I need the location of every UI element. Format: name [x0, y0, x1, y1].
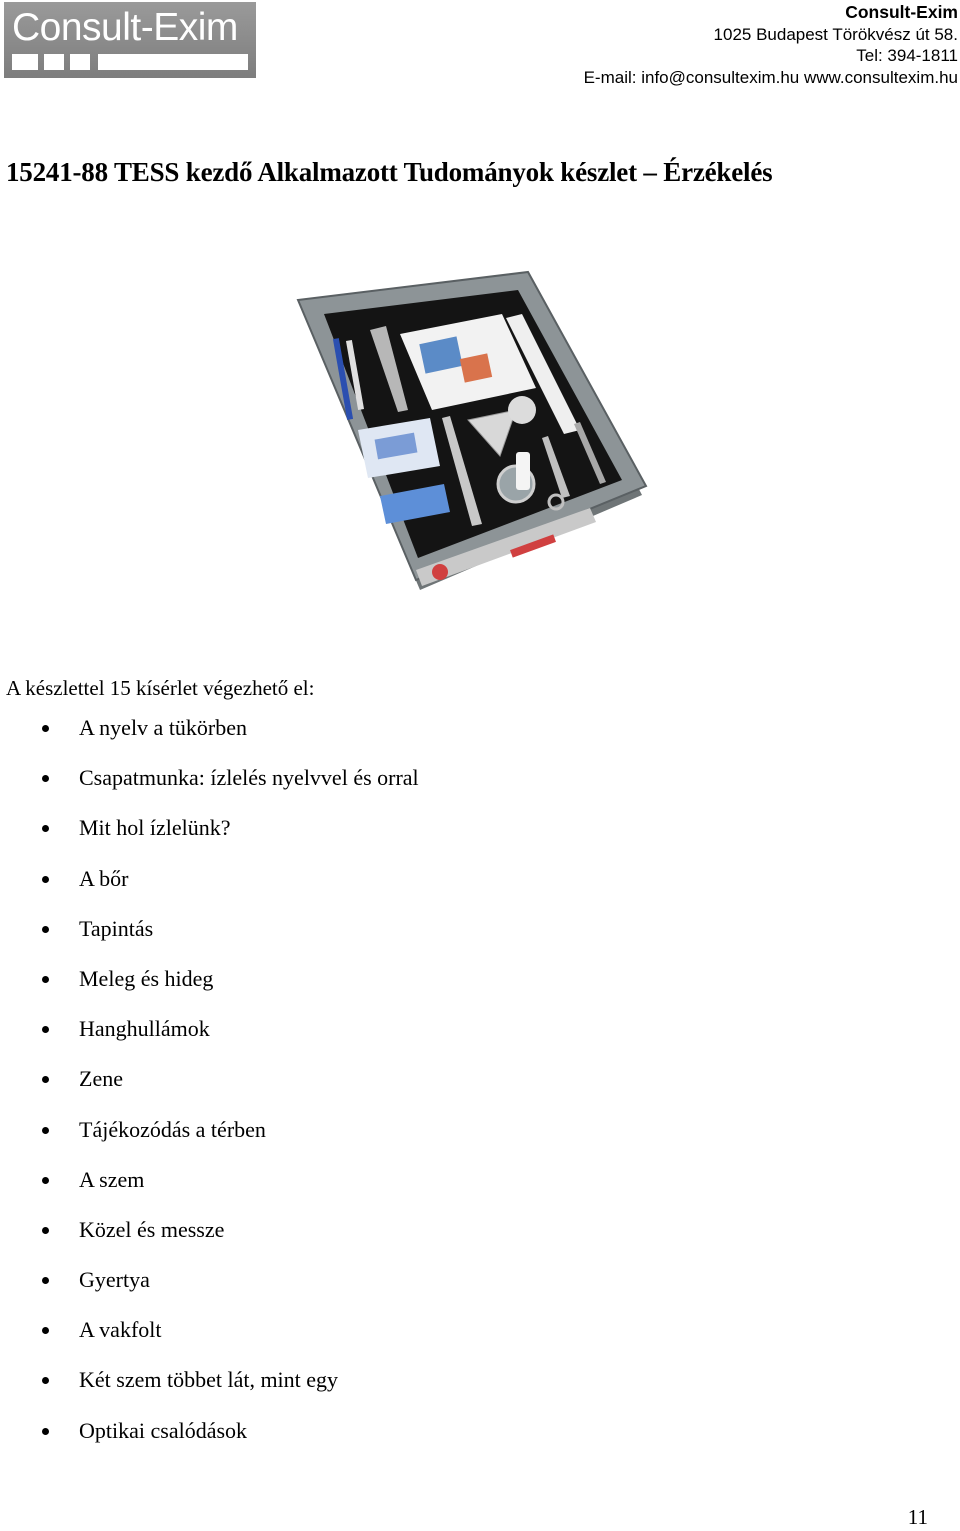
list-item: Tájékozódás a térben	[0, 1112, 419, 1162]
list-item: Optikai csalódások	[0, 1413, 419, 1463]
company-contact: E-mail: info@consultexim.hu www.consultexim.hu	[583, 67, 958, 87]
product-image	[290, 270, 650, 600]
list-item: Meleg és hideg	[0, 961, 419, 1011]
list-item: Gyertya	[0, 1262, 419, 1312]
company-logo	[4, 2, 256, 78]
list-item: A bőr	[0, 861, 419, 911]
list-item: Két szem többet lát, mint egy	[0, 1362, 419, 1412]
company-name: Consult-Exim	[845, 2, 958, 22]
document-title: 15241-88 TESS kezdő Alkalmazott Tudományok készlet – Érzékelés	[6, 157, 773, 187]
list-item: Tapintás	[0, 911, 419, 961]
company-address: 1025 Budapest Törökvész út 58.	[713, 24, 958, 44]
experiment-list	[0, 710, 419, 1463]
list-item: Közel és messze	[0, 1212, 419, 1262]
list-item: Hanghullámok	[0, 1011, 419, 1061]
page-number: 11	[907, 1505, 928, 1529]
list-item: Csapatmunka: ízlelés nyelvvel és orral	[0, 760, 419, 810]
company-info	[584, 2, 958, 88]
intro-text: A készlettel 15 kísérlet végezhető el:	[6, 676, 315, 700]
company-phone: Tel: 394-1811	[856, 46, 958, 65]
list-item: Zene	[0, 1061, 419, 1111]
list-item: A szem	[0, 1162, 419, 1212]
list-item: Mit hol ízlelünk?	[0, 810, 419, 860]
list-item: A nyelv a tükörben	[0, 710, 419, 760]
list-item: A vakfolt	[0, 1312, 419, 1362]
logo-text: Consult-Exim	[12, 6, 238, 49]
